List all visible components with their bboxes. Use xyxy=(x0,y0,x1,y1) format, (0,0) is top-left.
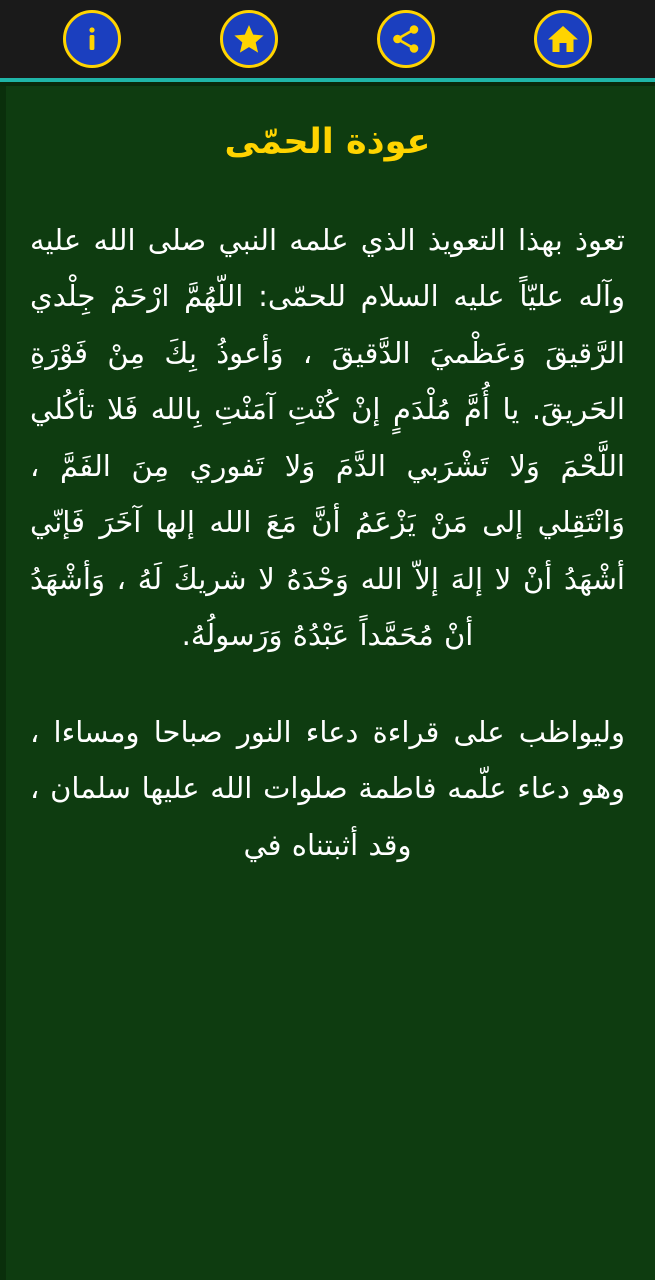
home-icon xyxy=(547,23,579,55)
info-icon xyxy=(77,24,107,54)
info-button[interactable] xyxy=(63,10,121,68)
top-toolbar xyxy=(0,0,655,78)
share-button[interactable] xyxy=(377,10,435,68)
home-button[interactable] xyxy=(534,10,592,68)
share-icon xyxy=(390,23,422,55)
content-area[interactable] xyxy=(0,85,655,1280)
content-scroll[interactable] xyxy=(0,86,655,1280)
left-edge-strip xyxy=(0,86,6,1280)
article-body xyxy=(30,212,625,874)
star-icon xyxy=(232,22,266,56)
favorite-button[interactable] xyxy=(220,10,278,68)
page-title: عوذة الحمّى xyxy=(224,122,431,162)
paragraph-2: وليواظب على قراءة دعاء النور صباحا ومساءا ، وهو دعاء علّمه فاطمة صلوات الله عليها سلمان ، وقد أثبتناه في xyxy=(30,714,625,862)
paragraph-1: تعوذ بهذا التعويذ الذي علمه النبي صلى الله عليه وآله عليّاً عليه السلام للحمّى: اللّهُمَّ ارْحَمْ جِلْدي الرَّقيقَ وَعَظْميَ الدَّقيقَ ، وَأعوذُ بِكَ مِنْ فَوْرَةِ الحَريقَ. يا أُمَّ مُلْدَمٍ إنْ كُنْتِ آمَنْتِ بِالله فَلا تأكُلي اللَّحْمَ وَلا تَشْرَبي الدَّمَ وَلا تَفوري مِنَ الفَمَّ ، وَانْتَقِلي إلى مَنْ يَزْعَمُ أنَّ مَعَ الله إلها آخَرَ فَإنّي أشْهَدُ أنْ لا إلهَ إلاّ الله وَحْدَهُ لا شريكَ لَهُ ، وَأشْهَدُ أنْ مُحَمَّداً عَبْدُهُ وَرَسولُهُ. xyxy=(30,222,625,653)
